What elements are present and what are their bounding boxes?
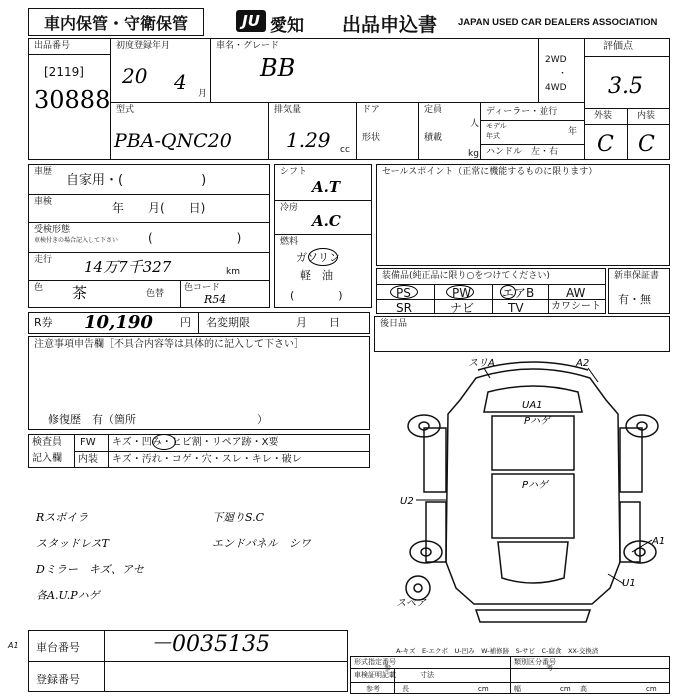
storage-label-box xyxy=(28,8,204,36)
diagram-label-body: Pハゲ xyxy=(522,480,549,491)
shift-label: シフト xyxy=(280,167,308,177)
equip-ps-circle xyxy=(390,285,418,299)
model-label: 型式 xyxy=(116,105,135,115)
inspector-label2: 記入欄 xyxy=(32,453,62,464)
door-label: ドア xyxy=(362,105,380,115)
inspector-fw: FW xyxy=(80,437,96,448)
receive-sub: 車検付きの場合記入して下さい xyxy=(34,237,119,244)
car-damage-diagram xyxy=(396,352,670,642)
mileage-value: 14万7千327 xyxy=(84,258,172,276)
capacity-unit: 人 xyxy=(470,119,480,129)
diagram-label-right2: U1 xyxy=(622,578,636,589)
displacement-label: 排気量 xyxy=(274,105,302,115)
association-name: JAPAN USED CAR DEALERS ASSOCIATION xyxy=(458,17,658,28)
registration-number-label: 登録番号 xyxy=(36,673,80,686)
chassis-value: －0035135 xyxy=(150,632,270,657)
equip-pw-circle xyxy=(446,285,474,299)
recycle-value: 10,190 xyxy=(84,312,153,333)
mileage-label: 走行 xyxy=(34,255,53,265)
handwritten-note-1: Rスポイラ xyxy=(36,511,89,524)
color-value: 茶 xyxy=(72,284,88,302)
history-label: 車歴 xyxy=(34,167,53,177)
receive-value: ( ) xyxy=(148,231,242,245)
spec-reference: 参考 xyxy=(366,685,380,693)
inspection-value: 年 月( 日) xyxy=(112,201,206,215)
color-label: 色 xyxy=(34,283,44,293)
registration-month-unit: 月 xyxy=(198,89,208,99)
inspector-interior: 内装 xyxy=(78,454,98,465)
interior-grade: C xyxy=(638,132,655,157)
sales-point-label: セールスポイント（正常に機能するものに限ります） xyxy=(382,167,598,177)
equip-tv: TV xyxy=(508,301,524,315)
inspection-label: 車検 xyxy=(34,197,53,207)
displacement-unit: cc xyxy=(340,145,350,155)
warranty-value: 有・無 xyxy=(618,293,651,306)
handle-label: ハンドル 左・右 xyxy=(486,147,559,157)
interior-label: 内装 xyxy=(637,111,656,121)
mileage-unit: km xyxy=(226,267,240,277)
extra-note-2: エンドパネル シワ xyxy=(212,537,311,550)
spec-length-unit: cm xyxy=(478,685,489,693)
chassis-margin-note: A1 xyxy=(8,641,19,650)
spec-length: 長 xyxy=(402,685,409,693)
recycle-label: R券 xyxy=(34,316,53,329)
color-change-label: 色替 xyxy=(146,289,165,299)
spec-width: 幅 xyxy=(514,685,521,693)
spec-width-unit: cm xyxy=(560,685,571,693)
handwritten-note-3: Dミラー キズ、アセ xyxy=(36,563,144,576)
diagram-label-left: U2 xyxy=(400,496,414,507)
car-name-value: BB xyxy=(260,54,296,82)
recycle-unit: 円 xyxy=(180,316,191,329)
extra-note-1: 下廻りS.C xyxy=(212,511,265,524)
history-value: 自家用・( ) xyxy=(66,173,207,188)
lot-sub-number: [2119] xyxy=(44,65,84,79)
load-label: 積載 xyxy=(424,133,443,143)
color-code-label: 色コード xyxy=(184,283,221,293)
diagram-label-top-left: スリA xyxy=(468,358,495,369)
fuel-label: 燃料 xyxy=(280,237,299,247)
spec-ref-1: 参 xyxy=(384,664,391,672)
chassis-label: 車台番号 xyxy=(36,641,80,654)
load-unit: kg xyxy=(468,149,479,159)
registration-month: 4 xyxy=(174,70,187,94)
exterior-grade: C xyxy=(597,132,614,157)
equip-sr: SR xyxy=(396,301,412,315)
equip-navi: ナビ xyxy=(450,301,475,315)
inspector-label: 検査員 xyxy=(32,437,62,448)
equip-airbag-circle xyxy=(500,285,516,299)
equipment-label: 装備品(純正品に限り○をつけてください) xyxy=(382,271,550,281)
diagram-label-roof: UA1 xyxy=(522,400,543,411)
fuel-selected-circle xyxy=(308,248,338,266)
handwritten-note-4: 各A.U.Pハゲ xyxy=(36,589,100,602)
document-title: 出品申込書 xyxy=(342,14,438,36)
notes-label: 注意事項申告欄［不具合内容等は具体的に記入して下さい］ xyxy=(34,339,304,350)
model-year-label: モデル xyxy=(486,122,507,130)
diagram-label-spare: スペア xyxy=(396,598,426,609)
drive-4wd: 4WD xyxy=(545,83,567,93)
equip-airbag: エアB xyxy=(502,286,535,300)
brand-logo: JU xyxy=(236,10,266,32)
sales-point-frame xyxy=(376,164,670,266)
spec-height-unit: cm xyxy=(646,685,657,693)
rear-items-frame xyxy=(374,316,670,352)
shift-value: A.T xyxy=(312,178,341,196)
model-year-label2: 年式 xyxy=(486,132,500,140)
name-change-value: 月 日 xyxy=(296,316,340,329)
spec-class-number: 類別区分番号 xyxy=(514,658,556,666)
fuel-value-other: ( ) xyxy=(290,289,343,302)
equip-aw: AW xyxy=(566,286,586,300)
year-unit: 年 xyxy=(568,127,578,137)
equip-pw: PW xyxy=(452,286,472,300)
equip-ps: PS xyxy=(396,286,411,300)
car-name-label: 車名・グレード xyxy=(216,41,280,51)
diagram-label-roof2: Pハゲ xyxy=(524,416,551,427)
model-value: PBA-QNC20 xyxy=(114,130,232,152)
inspector-row2: キズ・汚れ・コゲ・穴・スレ・キレ・破レ xyxy=(112,454,302,465)
lot-number: 30888 xyxy=(34,86,111,114)
spec-cert-label: 車検証明記載 xyxy=(354,671,396,679)
ac-value: A.C xyxy=(312,212,341,230)
receive-label: 受検形態 xyxy=(34,225,71,235)
diagram-label-top-right: A2 xyxy=(576,358,590,369)
shape-label: 形状 xyxy=(362,133,381,143)
registration-label: 初度登録年月 xyxy=(116,41,171,51)
grade-value: 3.5 xyxy=(608,74,643,99)
spec-height: 高 xyxy=(580,685,587,693)
inspector-row1: キズ・凹み・ヒビ割・リペア跡・X要 xyxy=(112,437,279,448)
rear-items-label: 後日品 xyxy=(380,319,408,329)
diagram-legend: A-キズ E-エクボ U-凹み W-補修跡 S-サビ C-腐食 XX-交換済 xyxy=(396,647,599,655)
dent-circle xyxy=(152,434,176,450)
spec-ref-2: 考 xyxy=(546,664,553,672)
repair-history-label: 修復歴 有（箇所 ） xyxy=(48,413,268,426)
grade-label: 評価点 xyxy=(603,41,633,52)
warranty-label: 新車保証書 xyxy=(614,271,660,281)
fuel-value-diesel: 軽 油 xyxy=(300,269,333,282)
drive-2wd: 2WD xyxy=(545,55,567,65)
name-change-label: 名変期限 xyxy=(206,316,250,329)
dealer-label: ディーラー・並行 xyxy=(486,107,558,117)
color-code-value: R54 xyxy=(204,293,227,306)
spec-form-number: 形式指定番号 xyxy=(354,658,396,666)
spec-size-label: 寸法 xyxy=(420,671,434,679)
ac-label: 冷房 xyxy=(280,203,299,213)
lot-number-label: 出品番号 xyxy=(34,41,71,51)
capacity-label: 定員 xyxy=(424,105,443,115)
brand-name: 愛知 xyxy=(270,16,304,36)
exterior-label: 外装 xyxy=(594,111,613,121)
storage-label: 車内保管・守衛保管 xyxy=(43,13,188,33)
diagram-label-right: A1 xyxy=(652,536,666,547)
handwritten-note-2: スタッドレスT xyxy=(36,537,110,550)
registration-year: 20 xyxy=(122,64,148,88)
equip-leather-seat: カワシート xyxy=(551,301,601,312)
displacement-value: 1.29 xyxy=(286,128,331,152)
fuel-value-gasoline: ガソリン xyxy=(296,251,340,264)
